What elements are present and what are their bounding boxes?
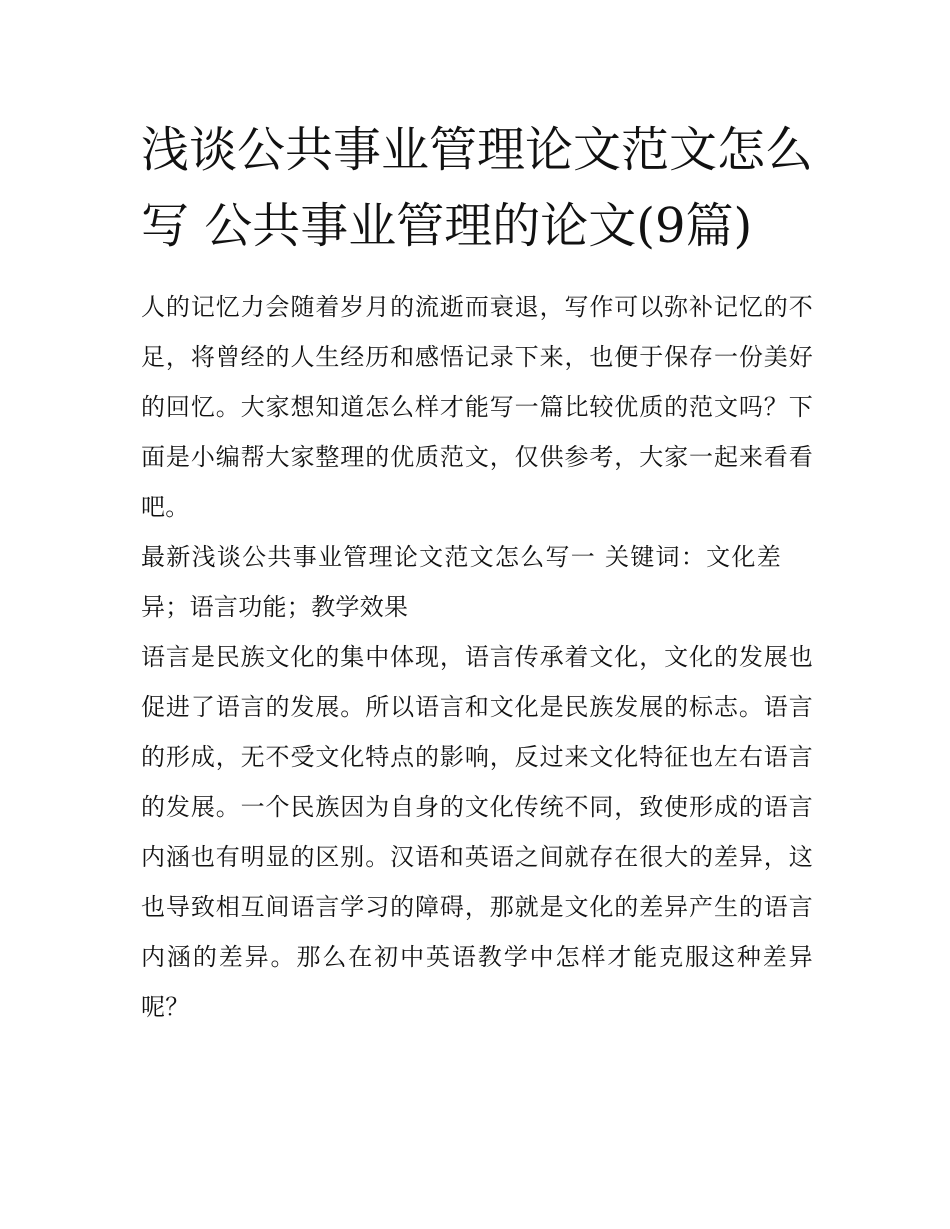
keywords-paragraph: 最新浅谈公共事业管理论文范文怎么写一 关键词：文化差异；语言功能；教学效果: [141, 543, 781, 621]
intro-paragraph: 人的记忆力会随着岁月的流逝而衰退，写作可以弥补记忆的不足，将曾经的人生经历和感悟记录下来，也便于保存一份美好的回忆。大家想知道怎么样才能写一篇比较优质的范文吗？下面是小编帮大家整理的优质范文，仅供参考，大家一起来看看吧。: [141, 293, 813, 521]
document-title: 浅谈公共事业管理论文范文怎么写 公共事业管理的论文(9篇): [141, 122, 814, 254]
document-page: [141, 112, 813, 1032]
body-paragraph: 语言是民族文化的集中体现，语言传承着文化，文化的发展也促进了语言的发展。所以语言和文化是民族发展的标志。语言的形成，无不受文化特点的影响，反过来文化特征也左右语言的发展。一个民族因为自身的文化传统不同，致使形成的语言内涵也有明显的区别。汉语和英语之间就存在很大的差异，这也导致相互间语言学习的障碍，那就是文化的差异产生的语言内涵的差异。那么在初中英语教学中怎样才能克服这种差异呢？: [141, 643, 813, 1021]
